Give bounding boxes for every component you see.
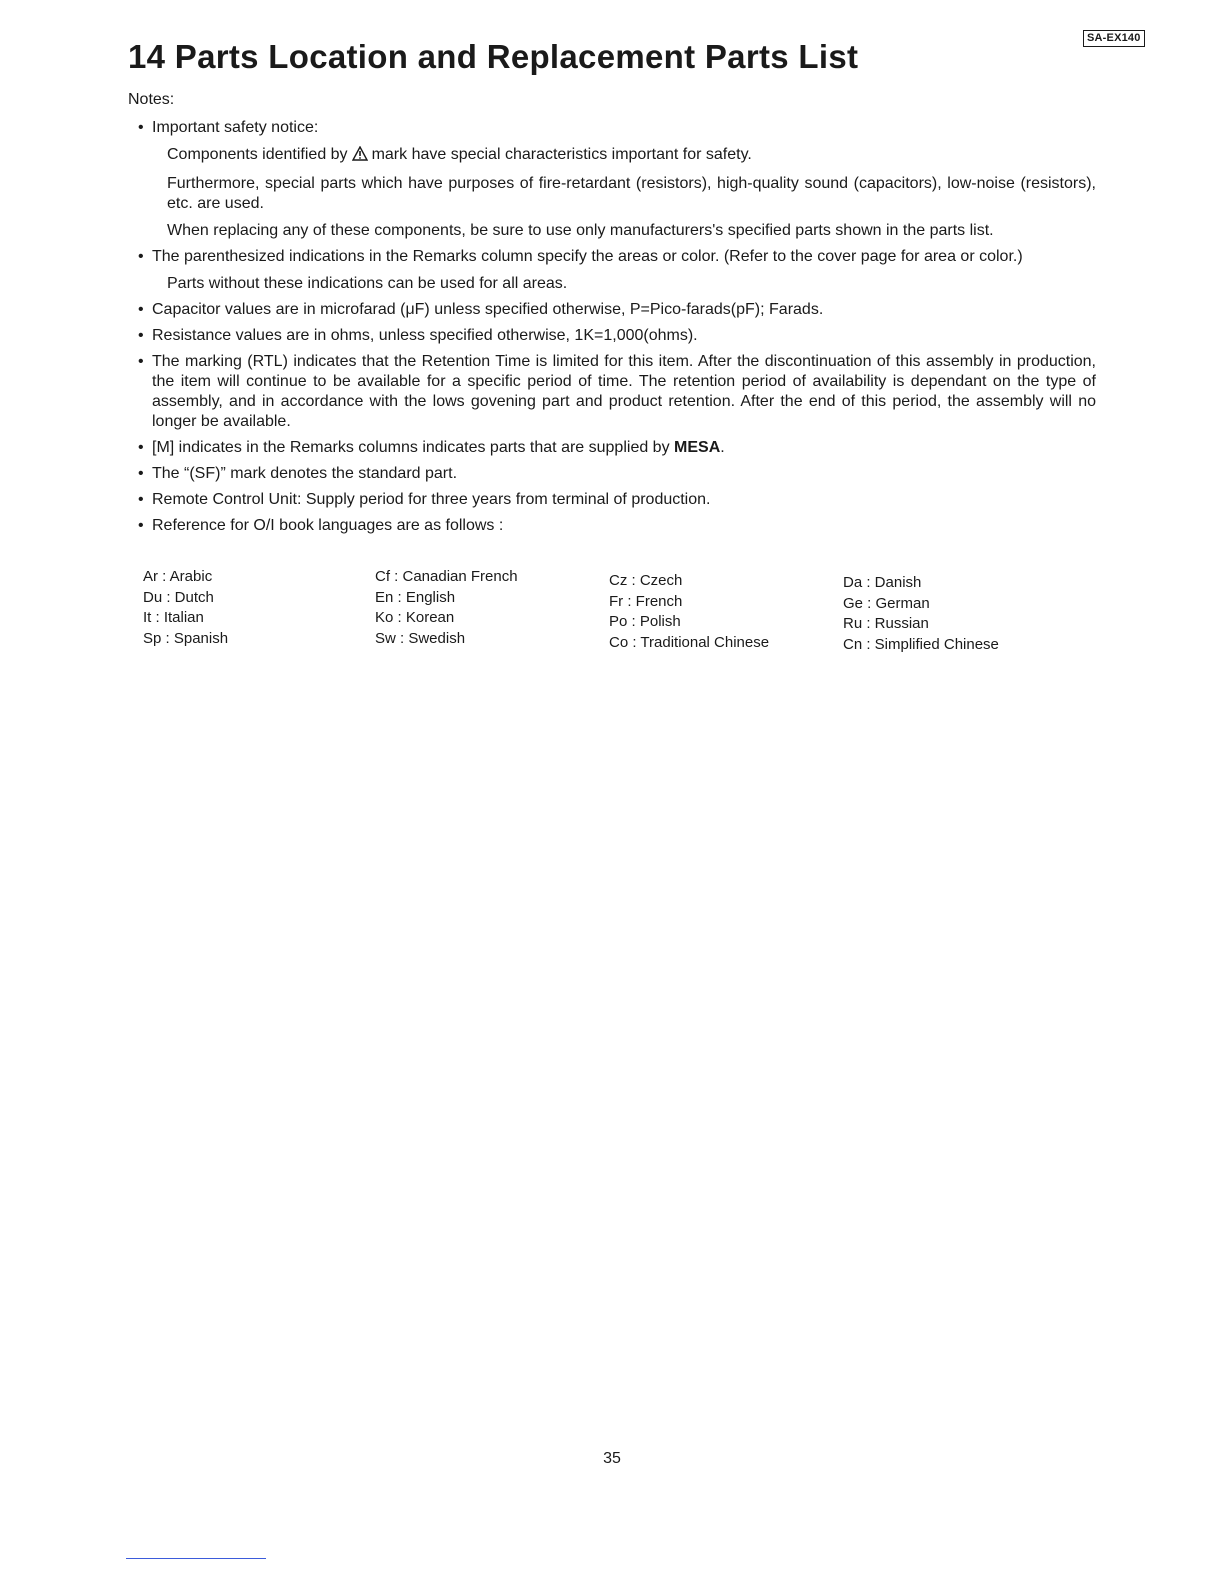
note-capacitor: • Capacitor values are in microfarad (μF) unless specified otherwise, P=Pico-farads(pF); Farads. — [138, 300, 1096, 320]
note-sf: • The “(SF)” mark denotes the standard part. — [138, 464, 1096, 484]
language-entry: Fr : French — [609, 592, 683, 610]
mesa-text-post: . — [720, 439, 725, 456]
notes-list — [138, 118, 1096, 542]
safety-furthermore: Furthermore, special parts which have purposes of fire-retardant (resistors), high-quality sound (capacitors), low-noise (resistors), etc. are used. — [167, 175, 1096, 212]
warning-triangle-icon — [352, 146, 368, 167]
note-remote: • Remote Control Unit: Supply period for three years from terminal of production. — [138, 490, 1096, 510]
language-column-1 — [143, 567, 363, 649]
notes-label: Notes: — [128, 91, 175, 108]
footer-rule — [126, 1558, 266, 1559]
language-entry: Du : Dutch — [143, 588, 214, 606]
language-entry: Ar : Arabic — [143, 568, 213, 585]
page-number: 35 — [603, 1450, 621, 1467]
safety-components — [152, 145, 1096, 167]
parts-without-text: Parts without these indications can be used for all areas. — [167, 275, 568, 292]
note-reference: • Reference for O/I book languages are as follows : — [138, 516, 1096, 536]
page-title: 14 Parts Location and Replacement Parts List — [128, 38, 859, 75]
language-entry: Da : Danish — [843, 574, 922, 591]
components-text-post: mark have special characteristics important for safety. — [371, 146, 752, 163]
language-entry: Sp : Spanish — [143, 629, 229, 647]
language-entry: Po : Polish — [609, 613, 681, 630]
note-safety — [138, 118, 1096, 241]
language-column-3 — [609, 571, 829, 653]
language-entry: Co : Traditional Chinese — [609, 633, 770, 651]
language-entry: Cf : Canadian French — [375, 568, 518, 585]
language-entry: Ko : Korean — [375, 609, 455, 626]
note-parenthesized — [138, 247, 1096, 294]
safety-heading: • Important safety notice: — [152, 119, 319, 136]
language-entry: Ge : German — [843, 594, 930, 612]
note-resistance: • Resistance values are in ohms, unless specified otherwise, 1K=1,000(ohms). — [138, 326, 1096, 346]
language-entry: It : Italian — [143, 609, 204, 626]
mesa-text-pre: [M] indicates in the Remarks columns indicates parts that are supplied by — [152, 439, 670, 456]
language-column-2 — [375, 567, 595, 649]
language-column-4 — [843, 573, 1063, 655]
language-entry: Ru : Russian — [843, 615, 929, 632]
mesa-bold: MESA — [674, 439, 721, 456]
language-entry: En : English — [375, 588, 456, 606]
language-entry: Cz : Czech — [609, 572, 683, 589]
note-mesa — [138, 438, 1096, 458]
language-entry: Sw : Swedish — [375, 629, 466, 647]
model-tag: SA-EX140 — [1083, 30, 1145, 47]
note-rtl: • The marking (RTL) indicates that the Retention Time is limited for this item. After the discontinuation of this assembly in production, the item will continue to be available for a specific period of time. The retention period of availability is dependant on the type of assembly, and in accordance with the lows govening part and product retention. After the end of this period, the assembly will no longer be available. — [138, 352, 1096, 432]
components-text-pre: Components identified by — [167, 146, 348, 163]
language-entry: Cn : Simplified Chinese — [843, 635, 999, 653]
parenthesized-text: • The parenthesized indications in the Remarks column specify the areas or color. (Refer to the cover page for area or color.) — [152, 248, 1023, 265]
safety-replacing: When replacing any of these components, be sure to use only manufacturers's specified parts shown in the parts list. — [167, 222, 994, 239]
